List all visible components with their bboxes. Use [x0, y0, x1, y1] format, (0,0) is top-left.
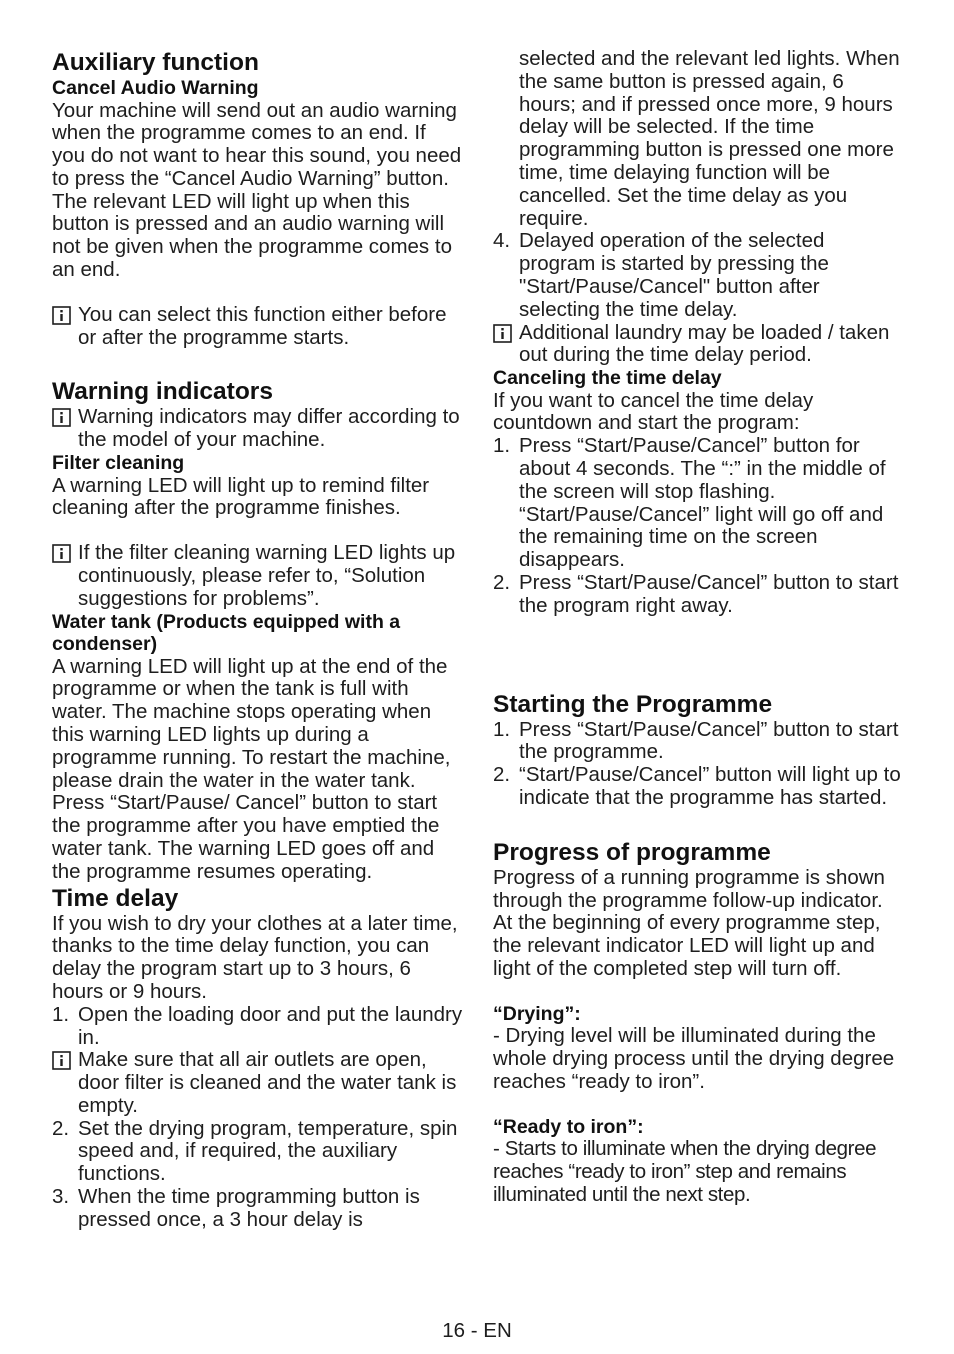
note-text: Make sure that all air outlets are open, door filter is cleaned and the water tank is empty. [78, 1048, 457, 1117]
ready-to-iron-subheading: “Ready to iron”: [493, 1115, 644, 1138]
warning-indicators-note [52, 406, 464, 452]
start-step-1 [493, 719, 905, 765]
cancel-step-1 [493, 435, 905, 572]
cancel-audio-note [52, 304, 464, 350]
info-icon [52, 408, 71, 427]
cancel-audio-warning-subheading: Cancel Audio Warning [52, 77, 259, 99]
time-delay-heading: Time delay [52, 884, 179, 912]
cancel-audio-warning-text: Your machine will send out an audio warning when the programme comes to an end. If you do not want to hear this sound, you need to press the “Cancel Audio Warning” button. The relevant LED will light up when this button is pressed and an audio warning will not be given when the programme comes to an end. [52, 98, 462, 282]
ready-to-iron-text: - Starts to illuminate when the drying degree reaches “ready to iron” step and remains illuminated until the next step. [493, 1137, 877, 1206]
time-delay-note-2 [493, 322, 905, 368]
step-text: Press “Start/Pause/Cancel” button for about 4 seconds. The “:” in the middle of the screen will stop flashing. “Start/Pause/Cancel” light will go off and the remaining time on the screen disappears. [519, 434, 886, 572]
info-icon [52, 306, 71, 325]
note-text: Additional laundry may be loaded / taken out during the time delay period. [519, 320, 890, 367]
note-text: If the filter cleaning warning LED lights up continuously, please refer to, “Solution suggestions for problems”. [78, 541, 456, 610]
step-text: When the time programming button is pressed once, a 3 hour delay is [78, 1185, 420, 1231]
progress-text-2: At the beginning of every programme step, the relevant indicator LED will light up and light of the completed step will turn off. [493, 911, 881, 980]
step-number: 1. [52, 1002, 70, 1026]
time-delay-step-1 [52, 1004, 464, 1050]
time-delay-step-4 [493, 230, 905, 321]
note-text: You can select this function either before or after the programme starts. [78, 302, 447, 349]
filter-cleaning-note [52, 542, 464, 610]
info-icon [493, 324, 512, 343]
filter-cleaning-text: A warning LED will light up to remind filter cleaning after the programme finishes. [52, 473, 430, 520]
warning-indicators-heading: Warning indicators [52, 378, 273, 406]
progress-text-1: Progress of a running programme is shown through the programme follow-up indicator. [493, 865, 885, 912]
time-delay-step-3-continued [493, 48, 905, 230]
starting-programme-heading: Starting the Programme [493, 690, 773, 718]
step-text: Open the loading door and put the laundry in. [78, 1002, 463, 1049]
canceling-time-delay-text: If you want to cancel the time delay countdown and start the program: [493, 388, 814, 435]
time-delay-step-3 [52, 1186, 464, 1232]
start-step-2 [493, 764, 905, 810]
step-number: 2. [52, 1116, 70, 1140]
time-delay-text: If you wish to dry your clothes at a later time, thanks to the time delay function, you can delay the program start up to 3 hours, 6 hours or 9 hours. [52, 911, 458, 1003]
step-text: Delayed operation of the selected program is started by pressing the "Start/Pause/Cancel" button after selecting the time delay. [519, 229, 829, 321]
step-text: Press “Start/Pause/Cancel” button to start the programme. [519, 717, 899, 764]
cancel-step-2 [493, 572, 905, 618]
step-number: 1. [493, 717, 511, 741]
step-number: 2. [493, 763, 511, 787]
step-number: 2. [493, 571, 511, 595]
time-delay-step-2 [52, 1118, 464, 1186]
auxiliary-function-heading: Auxiliary function [52, 49, 259, 76]
note-text: Warning indicators may differ according to the model of your machine. [78, 405, 460, 452]
water-tank-text: A warning LED will light up at the end of the programme or when the tank is full with water. The machine stops operating when this warning LED lights up during a programme running. To restart the machine, please drain the water in the water tank. Press “Start/Pause/ Cancel” button to start the programme after you have emptied the water tank. The warning LED goes off and the programme resumes operating. [52, 654, 451, 883]
step-text: Press “Start/Pause/Cancel” button to start the program right away. [519, 571, 899, 617]
step-number: 3. [52, 1185, 70, 1209]
drying-subheading: “Drying”: [493, 1002, 581, 1025]
step-text: “Start/Pause/Cancel” button will light up to indicate that the programme has started. [519, 763, 901, 810]
page-number: 16 - EN [442, 1319, 512, 1342]
info-icon [52, 1051, 71, 1070]
step-text: selected and the relevant led lights. When the same button is pressed again, 6 hours; and if pressed once more, 9 hours delay will be selected. If the time programming button is pressed one more time, time delaying function will be cancelled. Set the time delay as you require. [519, 47, 900, 230]
filter-cleaning-subheading: Filter cleaning [52, 452, 185, 475]
left-column [52, 48, 464, 1232]
time-delay-note [52, 1049, 464, 1117]
drying-text: - Drying level will be illuminated during the whole drying process until the drying degree reaches “ready to iron”. [493, 1024, 895, 1093]
water-tank-subheading: Water tank (Products equipped with a condenser) [52, 610, 401, 656]
canceling-time-delay-subheading: Canceling the time delay [493, 367, 722, 390]
info-icon [52, 544, 71, 563]
step-number: 4. [493, 229, 511, 253]
progress-programme-heading: Progress of programme [493, 838, 771, 866]
right-column [493, 48, 905, 1207]
step-text: Set the drying program, temperature, spin speed and, if required, the auxiliary functions. [78, 1116, 458, 1186]
step-number: 1. [493, 434, 511, 458]
